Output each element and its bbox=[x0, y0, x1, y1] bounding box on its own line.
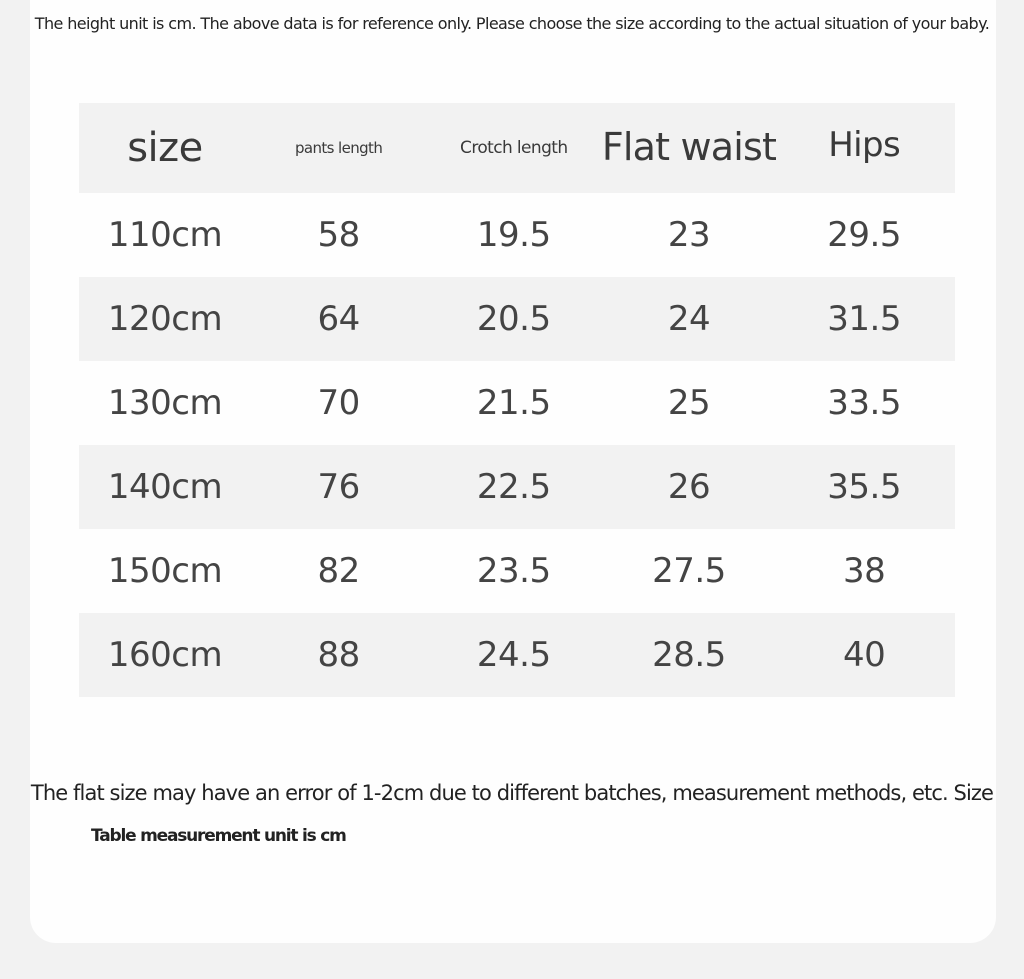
cell-flat-waist: 26 bbox=[667, 467, 711, 507]
cell-hips: 33.5 bbox=[827, 383, 901, 423]
cell-flat-waist: 23 bbox=[667, 215, 711, 255]
cell-size: 160cm bbox=[107, 635, 223, 675]
header-hips: Hips bbox=[828, 124, 901, 165]
cell-hips: 29.5 bbox=[827, 215, 901, 255]
cell-crotch-length: 19.5 bbox=[476, 215, 551, 255]
cell-size: 150cm bbox=[107, 551, 223, 591]
header-crotch-length: Crotch length bbox=[460, 137, 568, 158]
measurement-error-note: The flat size may have an error of 1-2cm due to different batches, measurement methods, etc. Size bbox=[30, 781, 994, 805]
cell-pants-length: 58 bbox=[317, 215, 360, 255]
cell-flat-waist: 28.5 bbox=[652, 635, 726, 675]
cell-size: 140cm bbox=[107, 467, 223, 507]
cell-pants-length: 88 bbox=[317, 635, 360, 675]
cell-flat-waist: 24 bbox=[667, 299, 711, 339]
header-pants-length: pants length bbox=[294, 139, 383, 157]
table-row bbox=[79, 529, 955, 613]
header-flat-waist: Flat waist bbox=[601, 125, 777, 170]
cell-hips: 31.5 bbox=[827, 299, 901, 339]
size-table bbox=[79, 103, 955, 697]
table-row bbox=[79, 613, 955, 697]
cell-crotch-length: 21.5 bbox=[476, 383, 551, 423]
cell-size: 130cm bbox=[107, 383, 223, 423]
table-row bbox=[79, 193, 955, 277]
cell-crotch-length: 20.5 bbox=[476, 299, 551, 339]
cell-crotch-length: 22.5 bbox=[476, 467, 551, 507]
cell-pants-length: 82 bbox=[317, 551, 360, 591]
table-row bbox=[79, 445, 955, 529]
table-row bbox=[79, 361, 955, 445]
header-crotch-length-cell bbox=[426, 138, 601, 158]
cell-pants-length: 76 bbox=[317, 467, 360, 507]
cell-size: 110cm bbox=[107, 215, 223, 255]
table-row bbox=[79, 277, 955, 361]
cell-crotch-length: 23.5 bbox=[476, 551, 551, 591]
cell-size: 120cm bbox=[107, 299, 223, 339]
header-size: size bbox=[127, 125, 203, 171]
cell-hips: 38 bbox=[843, 551, 886, 591]
cell-hips: 35.5 bbox=[827, 467, 901, 507]
cell-pants-length: 70 bbox=[317, 383, 360, 423]
cell-hips: 40 bbox=[843, 635, 886, 675]
cell-flat-waist: 27.5 bbox=[652, 551, 726, 591]
height-unit-note: The height unit is cm. The above data is for reference only. Please choose the size according to the actual situation of your baby. bbox=[34, 14, 990, 33]
cell-flat-waist: 25 bbox=[667, 383, 711, 423]
table-unit-note: Table measurement unit is cm bbox=[91, 826, 346, 846]
cell-pants-length: 64 bbox=[317, 299, 360, 339]
cell-crotch-length: 24.5 bbox=[476, 635, 551, 675]
table-header-row bbox=[79, 103, 955, 193]
